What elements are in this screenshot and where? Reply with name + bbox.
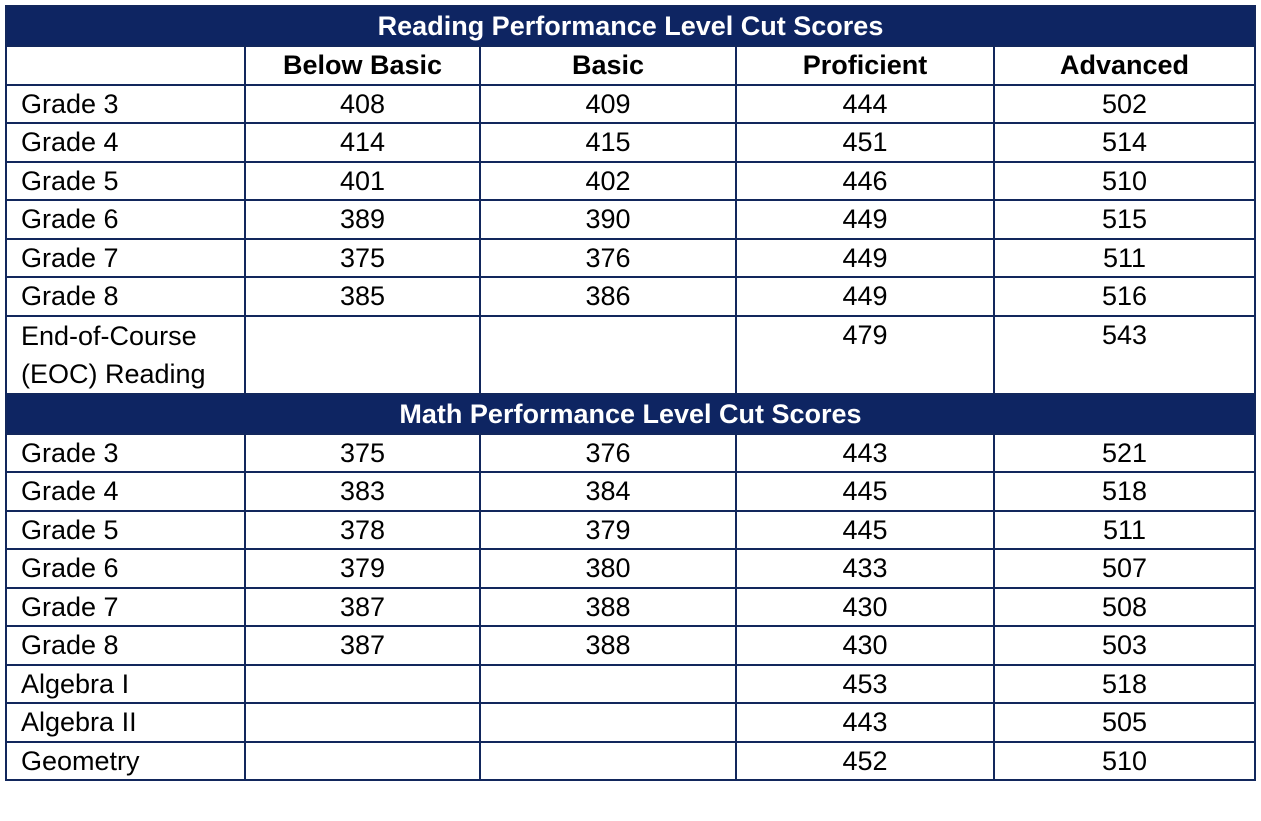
row-label-eoc [6, 316, 245, 394]
reading-section [6, 6, 1255, 394]
proficient-cell: 451 [736, 123, 994, 162]
table-row-eoc-reading [6, 316, 1255, 394]
advanced-cell: 503 [994, 626, 1255, 665]
below-basic-cell: 387 [245, 626, 480, 665]
advanced-cell: 515 [994, 200, 1255, 239]
below-basic-cell: 414 [245, 123, 480, 162]
column-header-empty [6, 46, 245, 85]
row-label: Grade 7 [6, 588, 245, 627]
proficient-cell: 453 [736, 665, 994, 704]
below-basic-cell [245, 703, 480, 742]
row-label: Algebra II [6, 703, 245, 742]
advanced-cell: 518 [994, 472, 1255, 511]
row-label: Grade 4 [6, 472, 245, 511]
basic-cell [480, 316, 736, 394]
table-row [6, 626, 1255, 665]
table-row [6, 162, 1255, 201]
basic-cell: 388 [480, 626, 736, 665]
eoc-label-line1: End-of-Course [21, 320, 197, 351]
below-basic-cell [245, 742, 480, 781]
column-header-row [6, 46, 1255, 85]
math-title-row [6, 394, 1255, 434]
row-label: Grade 7 [6, 239, 245, 278]
row-label: Grade 5 [6, 511, 245, 550]
below-basic-cell [245, 665, 480, 704]
advanced-cell: 510 [994, 742, 1255, 781]
row-label: Grade 6 [6, 549, 245, 588]
eoc-label-line2: (EOC) Reading [21, 358, 206, 389]
basic-cell: 384 [480, 472, 736, 511]
advanced-cell: 507 [994, 549, 1255, 588]
table-row [6, 703, 1255, 742]
table-row [6, 239, 1255, 278]
advanced-cell: 511 [994, 239, 1255, 278]
column-header-advanced: Advanced [994, 46, 1255, 85]
advanced-cell: 514 [994, 123, 1255, 162]
table-row [6, 123, 1255, 162]
proficient-cell: 430 [736, 588, 994, 627]
proficient-cell: 449 [736, 200, 994, 239]
column-header-below-basic: Below Basic [245, 46, 480, 85]
table-row [6, 472, 1255, 511]
advanced-cell: 511 [994, 511, 1255, 550]
proficient-cell: 446 [736, 162, 994, 201]
below-basic-cell: 385 [245, 277, 480, 316]
reading-section-title: Reading Performance Level Cut Scores [6, 6, 1255, 46]
below-basic-cell: 378 [245, 511, 480, 550]
advanced-cell: 505 [994, 703, 1255, 742]
basic-cell [480, 703, 736, 742]
table-row [6, 200, 1255, 239]
table-row [6, 742, 1255, 781]
proficient-cell: 443 [736, 434, 994, 473]
proficient-cell: 433 [736, 549, 994, 588]
basic-cell [480, 665, 736, 704]
basic-cell: 376 [480, 434, 736, 473]
basic-cell: 379 [480, 511, 736, 550]
table-row [6, 511, 1255, 550]
table-row [6, 434, 1255, 473]
below-basic-cell: 401 [245, 162, 480, 201]
row-label: Grade 8 [6, 626, 245, 665]
proficient-cell: 452 [736, 742, 994, 781]
advanced-cell: 508 [994, 588, 1255, 627]
row-label: Geometry [6, 742, 245, 781]
basic-cell: 388 [480, 588, 736, 627]
proficient-cell: 449 [736, 277, 994, 316]
below-basic-cell: 408 [245, 85, 480, 124]
below-basic-cell: 389 [245, 200, 480, 239]
column-header-proficient: Proficient [736, 46, 994, 85]
row-label: Algebra I [6, 665, 245, 704]
math-section [6, 394, 1255, 781]
proficient-cell: 444 [736, 85, 994, 124]
advanced-cell: 502 [994, 85, 1255, 124]
basic-cell: 380 [480, 549, 736, 588]
cut-scores-document [5, 5, 1256, 781]
below-basic-cell: 375 [245, 434, 480, 473]
advanced-cell: 516 [994, 277, 1255, 316]
below-basic-cell: 387 [245, 588, 480, 627]
proficient-cell: 449 [736, 239, 994, 278]
proficient-cell: 445 [736, 472, 994, 511]
row-label: Grade 8 [6, 277, 245, 316]
row-label: Grade 5 [6, 162, 245, 201]
table-row [6, 549, 1255, 588]
basic-cell: 402 [480, 162, 736, 201]
proficient-cell: 479 [736, 316, 994, 394]
reading-title-row [6, 6, 1255, 46]
row-label: Grade 4 [6, 123, 245, 162]
advanced-cell: 518 [994, 665, 1255, 704]
below-basic-cell: 375 [245, 239, 480, 278]
basic-cell: 409 [480, 85, 736, 124]
table-row [6, 588, 1255, 627]
basic-cell: 386 [480, 277, 736, 316]
row-label: Grade 3 [6, 434, 245, 473]
proficient-cell: 430 [736, 626, 994, 665]
below-basic-cell [245, 316, 480, 394]
below-basic-cell: 383 [245, 472, 480, 511]
basic-cell: 390 [480, 200, 736, 239]
row-label: Grade 6 [6, 200, 245, 239]
column-header-basic: Basic [480, 46, 736, 85]
basic-cell [480, 742, 736, 781]
row-label: Grade 3 [6, 85, 245, 124]
advanced-cell: 510 [994, 162, 1255, 201]
table-row [6, 85, 1255, 124]
proficient-cell: 445 [736, 511, 994, 550]
table-row [6, 277, 1255, 316]
table-row [6, 665, 1255, 704]
math-section-title: Math Performance Level Cut Scores [6, 394, 1255, 434]
basic-cell: 415 [480, 123, 736, 162]
cut-scores-table [5, 5, 1256, 781]
basic-cell: 376 [480, 239, 736, 278]
advanced-cell: 521 [994, 434, 1255, 473]
advanced-cell: 543 [994, 316, 1255, 394]
below-basic-cell: 379 [245, 549, 480, 588]
proficient-cell: 443 [736, 703, 994, 742]
